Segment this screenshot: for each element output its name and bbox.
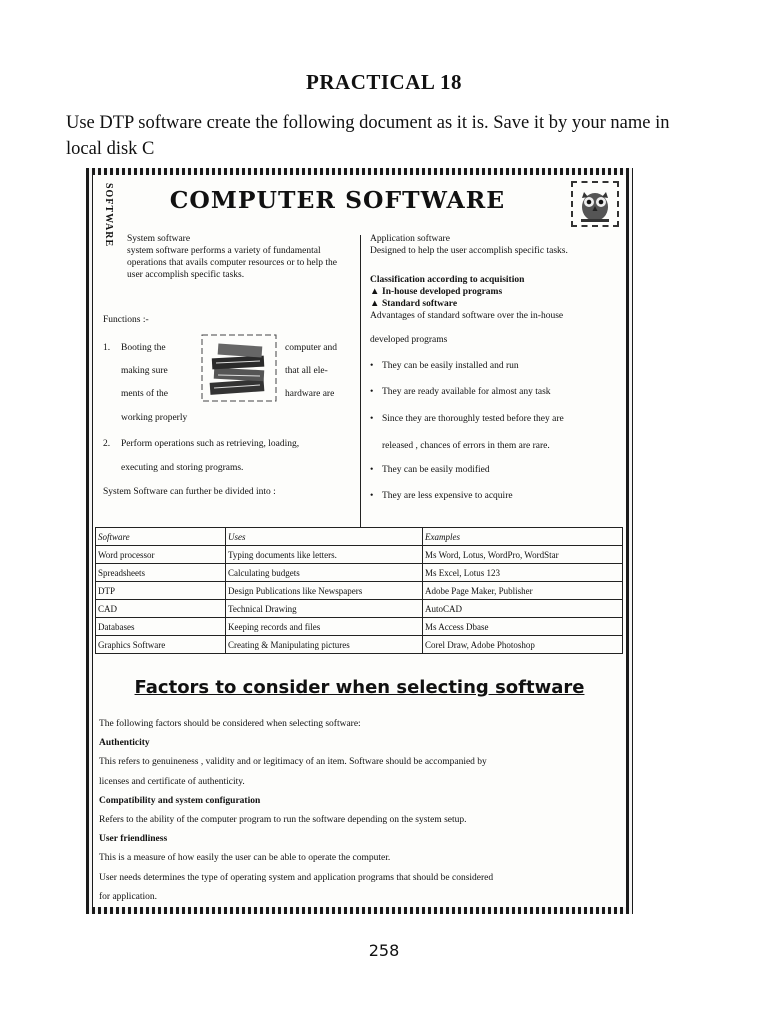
table-header: Examples xyxy=(423,528,623,546)
functions-label: Functions :- xyxy=(103,315,149,325)
table-header: Uses xyxy=(226,528,423,546)
table-cell: Graphics Software xyxy=(96,636,226,654)
table-cell: Spreadsheets xyxy=(96,564,226,582)
classification-item: ▲ In-house developed programs xyxy=(370,287,503,297)
table-cell: Adobe Page Maker, Publisher xyxy=(423,582,623,600)
application-software-title: Application software xyxy=(370,234,450,244)
table-cell: Ms Access Dbase xyxy=(423,618,623,636)
application-software-block xyxy=(370,233,625,257)
table-cell: Technical Drawing xyxy=(226,600,423,618)
triangle-bullet-icon: ▲ xyxy=(370,299,380,309)
table-cell: CAD xyxy=(96,600,226,618)
system-software-desc: system software performs a variety of fundamental operations that avails computer resources or to help the user accomplish specific tasks. xyxy=(127,246,337,280)
user-friendliness-text: User needs determines the type of operating system and application programs that should be considered xyxy=(99,872,494,883)
table-cell: Databases xyxy=(96,618,226,636)
table-row xyxy=(96,600,623,618)
compatibility-text: Refers to the ability of the computer program to run the software depending on the system setup. xyxy=(99,815,467,826)
function-1-text: that all ele- xyxy=(285,366,328,376)
authenticity-text: licenses and certificate of authenticity. xyxy=(99,776,245,787)
advantage-item: • They can be easily modified xyxy=(370,465,490,475)
advantage-item: • They are less expensive to acquire xyxy=(370,491,513,501)
table-cell: Typing documents like letters. xyxy=(226,546,423,564)
classification-item: ▲ Standard software xyxy=(370,299,458,309)
instruction-text: Use DTP software create the following document as it is. Save it by your name in local disk C xyxy=(66,113,670,159)
table-cell: Ms Excel, Lotus 123 xyxy=(423,564,623,582)
user-friendliness-text: This is a measure of how easily the user can be able to operate the computer. xyxy=(99,853,391,864)
software-table xyxy=(95,527,623,654)
function-1-text: computer and xyxy=(285,343,337,353)
system-software-block xyxy=(103,233,353,281)
factors-heading: Factors to consider when selecting software xyxy=(134,677,585,698)
advantage-item-continued: released , chances of errors in them are rare. xyxy=(382,441,550,451)
compatibility-title: Compatibility and system configuration xyxy=(99,795,261,806)
function-1-text: Booting the xyxy=(121,343,166,353)
advantages-title: Advantages of standard software over the in-house xyxy=(370,311,564,321)
table-row xyxy=(96,546,623,564)
advantage-item: • Since they are thoroughly tested before they are xyxy=(370,414,564,424)
table-row xyxy=(96,618,623,636)
owl-logo-icon xyxy=(571,181,619,227)
table-row xyxy=(96,636,623,654)
function-1-text: hardware are xyxy=(285,389,335,399)
table-cell: Design Publications like Newspapers xyxy=(226,582,423,600)
function-1-text: making sure xyxy=(121,366,168,376)
function-1-text: working properly xyxy=(121,413,188,423)
table-header: Software xyxy=(96,528,226,546)
table-cell: Creating & Manipulating pictures xyxy=(226,636,423,654)
vertical-label: SOFTWARE xyxy=(103,183,114,248)
application-software-desc: Designed to help the user accomplish specific tasks. xyxy=(370,246,568,256)
advantage-item: • They are ready available for almost any task xyxy=(370,387,551,397)
factors-block xyxy=(99,715,609,907)
advantage-item: • They can be easily installed and run xyxy=(370,361,519,371)
authenticity-text: This refers to genuineness , validity and or legitimacy of an item. Software should be accompanied by xyxy=(99,757,487,768)
table-cell: Word processor xyxy=(96,546,226,564)
factors-intro: The following factors should be considered when selecting software: xyxy=(99,719,361,729)
table-cell: DTP xyxy=(96,582,226,600)
table-cell: Calculating budgets xyxy=(226,564,423,582)
function-2-text: Perform operations such as retrieving, loading, xyxy=(121,439,300,449)
bullet-icon: • xyxy=(370,491,374,501)
bullet-icon: • xyxy=(370,387,374,397)
bullet-icon: • xyxy=(370,414,374,424)
table-cell: Corel Draw, Adobe Photoshop xyxy=(423,636,623,654)
function-1-number: 1. xyxy=(103,343,111,353)
table-cell: Ms Word, Lotus, WordPro, WordStar xyxy=(423,546,623,564)
scanned-document xyxy=(86,168,633,914)
table-header-row xyxy=(96,528,623,546)
bullet-icon: • xyxy=(370,361,374,371)
document-heading: COMPUTER SOFTWARE xyxy=(169,187,506,214)
function-2-text: executing and storing programs. xyxy=(121,463,244,473)
function-2-number: 2. xyxy=(103,439,111,449)
system-software-title: System software xyxy=(127,234,191,244)
user-friendliness-text: for application. xyxy=(99,891,158,902)
advantages-title: developed programs xyxy=(370,335,448,345)
system-further-text: System Software can further be divided into : xyxy=(103,487,276,497)
page-title: PRACTICAL 18 xyxy=(306,70,462,94)
table-cell: Keeping records and files xyxy=(226,618,423,636)
user-friendliness-title: User friendliness xyxy=(99,834,168,845)
bullet-icon: • xyxy=(370,465,374,475)
function-1-text: ments of the xyxy=(121,389,168,399)
table-cell: AutoCAD xyxy=(423,600,623,618)
authenticity-title: Authenticity xyxy=(99,738,150,749)
table-row xyxy=(96,564,623,582)
page-number: 258 xyxy=(368,941,400,960)
table-row xyxy=(96,582,623,600)
triangle-bullet-icon: ▲ xyxy=(370,287,380,297)
classification-title: Classification according to acquisition xyxy=(370,275,525,285)
column-divider xyxy=(360,235,361,527)
books-clipart-icon xyxy=(200,333,278,403)
